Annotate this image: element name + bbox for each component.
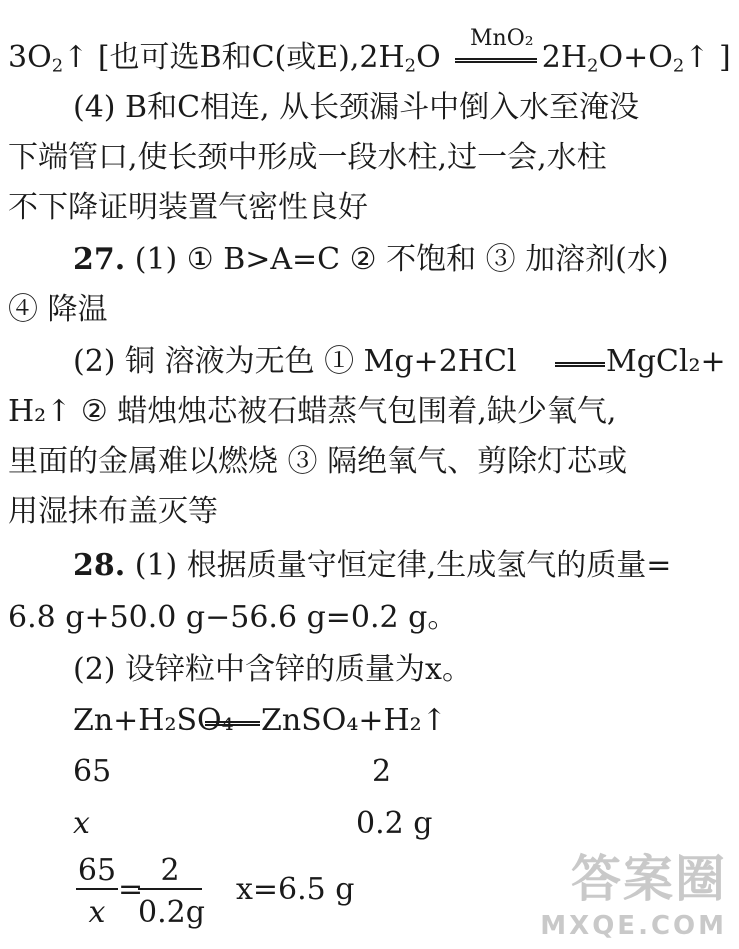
q27-line-5: 用湿抹布盖灭等 — [8, 494, 218, 529]
q28-number: 28. — [73, 548, 126, 583]
q27-line-2: ④ 降温 — [8, 292, 108, 327]
catalyst-label: MnO₂ — [470, 26, 534, 51]
q27-number: 27. — [73, 242, 126, 277]
q28-line-1: 28. (1) 根据质量守恒定律,生成氢气的质量= — [73, 548, 672, 583]
frac1-bar — [76, 888, 118, 890]
p4-line-3: 不下降证明装置气密性良好 — [8, 190, 368, 225]
frac1-denominator: x — [88, 895, 106, 930]
oxygen-term: 3O — [8, 40, 52, 75]
product-term: 2H — [541, 40, 588, 75]
gas-arrow: ↑ — [63, 40, 89, 75]
frac2-bar — [138, 888, 202, 890]
reaction-double-bar-2 — [555, 362, 605, 367]
frac2-denominator: 0.2g — [138, 895, 205, 930]
mgcl2-product: MgCl₂+ — [606, 344, 726, 379]
equation-line-1: $3O_2↑$ [也可选B和C(或$E),2H_2O$ $2H_2O+O_2↑$ ] — [8, 40, 731, 77]
reaction-double-bar-3 — [205, 721, 260, 726]
watermark — [540, 839, 727, 941]
frac2-numerator: 2 — [160, 853, 180, 888]
h2-actual-mass: 0.2 g — [356, 806, 433, 841]
result-x: x=6.5 g — [236, 872, 355, 907]
h2-molar-mass: 2 — [372, 754, 392, 789]
zn-molar-mass: 65 — [73, 754, 112, 789]
p4-line-2: 下端管口,使长颈中形成一段水柱,过一会,水柱 — [8, 140, 607, 175]
watermark-url: MXQE.COM — [540, 911, 727, 941]
q27-line-1: 27. (1) ① B>A=C ② 不饱和 ③ 加溶剂(水) — [73, 242, 669, 277]
fraction-equals: = — [118, 872, 144, 907]
q28-line-2: 6.8 g+50.0 g−56.6 g=0.2 g。 — [8, 600, 458, 635]
alternative-note: [也可选B和C(或E),2H — [97, 40, 405, 75]
p4-line-1: (4) B和C相连, 从长颈漏斗中倒入水至淹没 — [73, 90, 640, 125]
q27-p2-line: (2) 铜 溶液为无色 ① Mg+2HCl — [73, 344, 517, 379]
zn-reaction-left: Zn+H₂SO₄ — [73, 703, 234, 738]
q28-line-3: (2) 设锌粒中含锌的质量为x。 — [73, 652, 472, 687]
unknown-x: x — [73, 806, 90, 841]
frac1-numerator: 65 — [77, 853, 117, 888]
watermark-logo: 答案圈 — [571, 850, 727, 908]
q27-line-4: 里面的金属难以燃烧 ③ 隔绝氧气、剪除灯芯或 — [8, 444, 628, 479]
q27-line-3: H₂↑ ② 蜡烛烛芯被石蜡蒸气包围着,缺少氧气, — [8, 394, 617, 429]
zn-reaction-right: ZnSO₄+H₂↑ — [261, 703, 447, 738]
reaction-double-bar — [455, 58, 537, 63]
